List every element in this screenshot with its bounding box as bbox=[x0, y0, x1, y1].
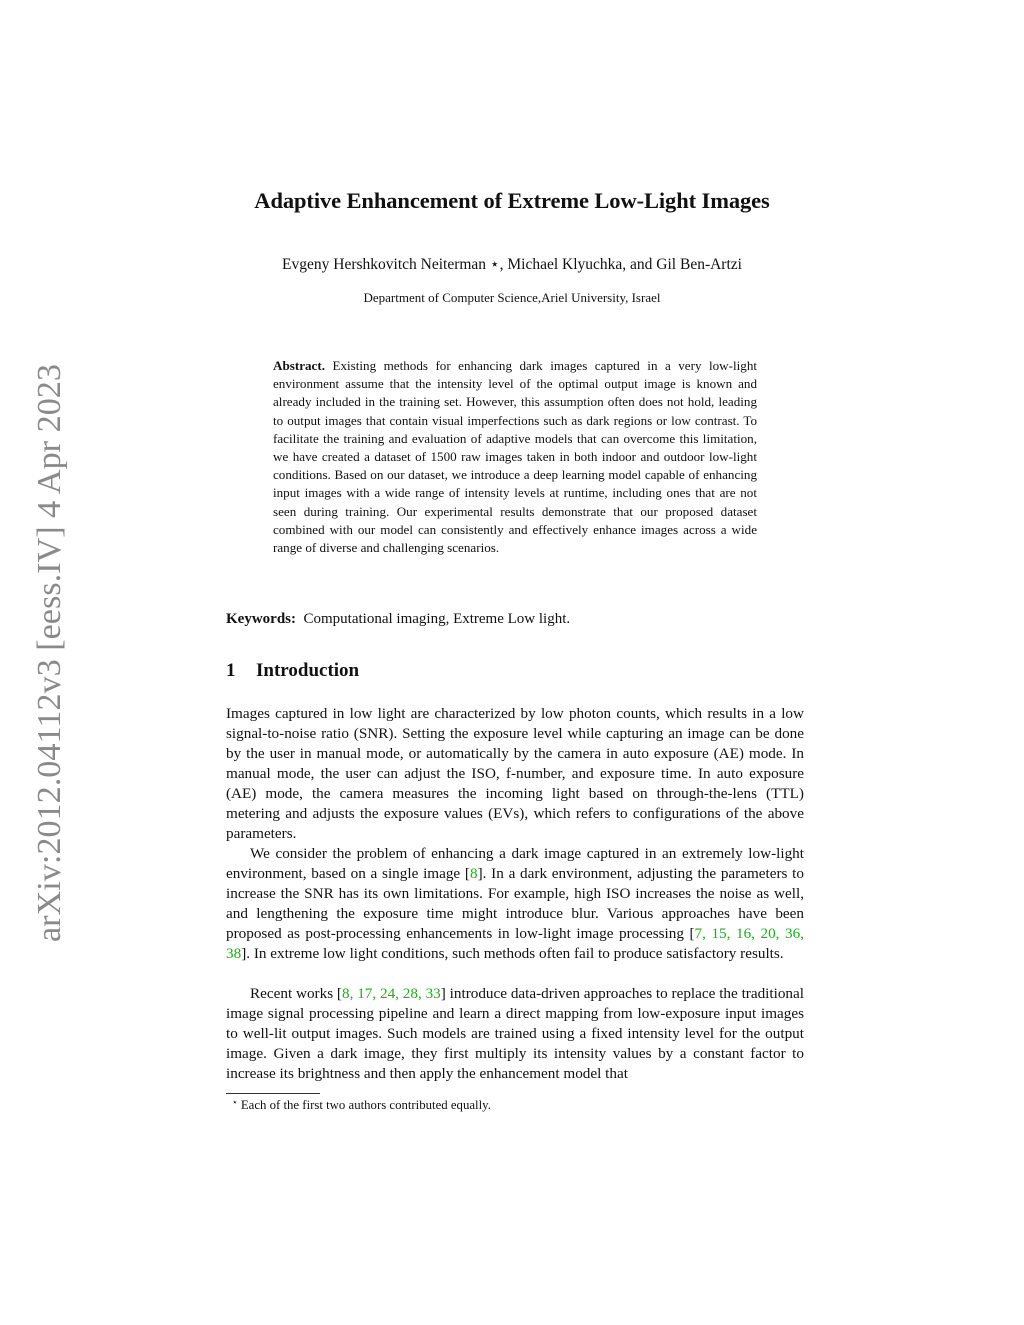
citation-link[interactable]: 8 bbox=[469, 865, 478, 882]
citation-link[interactable]: 7, 15, 16, 20, 36, 38 bbox=[226, 925, 804, 962]
citation-link[interactable]: 8, 17, 24, 28, 33 bbox=[341, 985, 441, 1002]
affiliation: Department of Computer Science,Ariel University, Israel bbox=[363, 290, 661, 305]
footnote bbox=[232, 1097, 491, 1113]
paragraph-text: Recent works [ bbox=[250, 985, 342, 1002]
section-heading bbox=[226, 660, 359, 682]
keywords-label: Keywords: bbox=[226, 611, 296, 627]
intro-paragraph-2 bbox=[226, 844, 804, 964]
footnote-marker: ⋆ bbox=[232, 1097, 238, 1107]
section-number: 1 bbox=[226, 660, 236, 681]
paragraph-text: ]. In a dark environment, adjusting the parameters to increase the SNR has its own limitations. For example, high ISO increases the noise as well, and lengthening the exposure time might introduce blur. Various approaches have been proposed as post-processing enhancements in low-light image processing [ bbox=[226, 865, 804, 942]
paragraph-text: ]. In extreme low light conditions, such methods often fail to produce satisfactory results. bbox=[241, 945, 784, 962]
keywords bbox=[226, 611, 806, 628]
paragraph-text: ] introduce data-driven approaches to replace the traditional image signal processing pipeline and learn a direct mapping from low-exposure input images to well-lit output images. Such models are trained using a fixed intensity level for the output image. Given a dark image, they first multiply its intensity values by a constant factor to increase its brightness and then apply the enhancement model that bbox=[226, 985, 804, 1082]
paragraph-text: We consider the problem of enhancing a dark image captured in an extremely low-light environment, based on a single image [ bbox=[226, 845, 804, 882]
arxiv-identifier-text: arXiv:2012.04112v3 [eess.IV] 4 Apr 2023 bbox=[31, 367, 68, 942]
footnote-text: Each of the first two authors contributed equally. bbox=[240, 1098, 491, 1112]
keywords-text: Computational imaging, Extreme Low light. bbox=[303, 611, 571, 627]
author-list: Evgeny Hershkovitch Neiterman ⋆, Michael Klyuchka, and Gil Ben-Artzi bbox=[282, 256, 742, 273]
section-title: Introduction bbox=[256, 660, 360, 681]
paper-title: Adaptive Enhancement of Extreme Low-Light Images bbox=[254, 188, 770, 213]
intro-paragraph-3 bbox=[226, 984, 804, 1084]
arxiv-identifier-stamp bbox=[26, 362, 70, 942]
abstract bbox=[273, 357, 757, 557]
abstract-text: Existing methods for enhancing dark images captured in a very low-light environment assume that the intensity level of the optimal output image is known and already included in the training set. However, this assumption often does not hold, leading to output images that contain visual imperfections such as dark regions or low contrast. To facilitate the training and evaluation of adaptive models that can overcome this limitation, we have created a dataset of 1500 raw images taken in both indoor and outdoor low-light conditions. Based on our dataset, we introduce a deep learning model capable of enhancing input images with a wide range of intensity levels at runtime, including ones that are not seen during training. Our experimental results demonstrate that our proposed dataset combined with our model can consistently and effectively enhance images across a wide range of diverse and challenging scenarios. bbox=[273, 358, 757, 556]
intro-paragraph-1: Images captured in low light are characterized by low photon counts, which results in a low signal-to-noise ratio (SNR). Setting the exposure level while capturing an image can be done by the user in manual mode, or automatically by the camera in auto exposure (AE) mode. In manual mode, the user can adjust the ISO, f-number, and exposure time. In auto exposure (AE) mode, the camera measures the incoming light based on through-the-lens (TTL) metering and adjusts the exposure values (EVs), which refers to configurations of the above parameters. bbox=[226, 705, 804, 842]
footnote-rule bbox=[226, 1093, 320, 1094]
abstract-label: Abstract. bbox=[273, 358, 325, 373]
